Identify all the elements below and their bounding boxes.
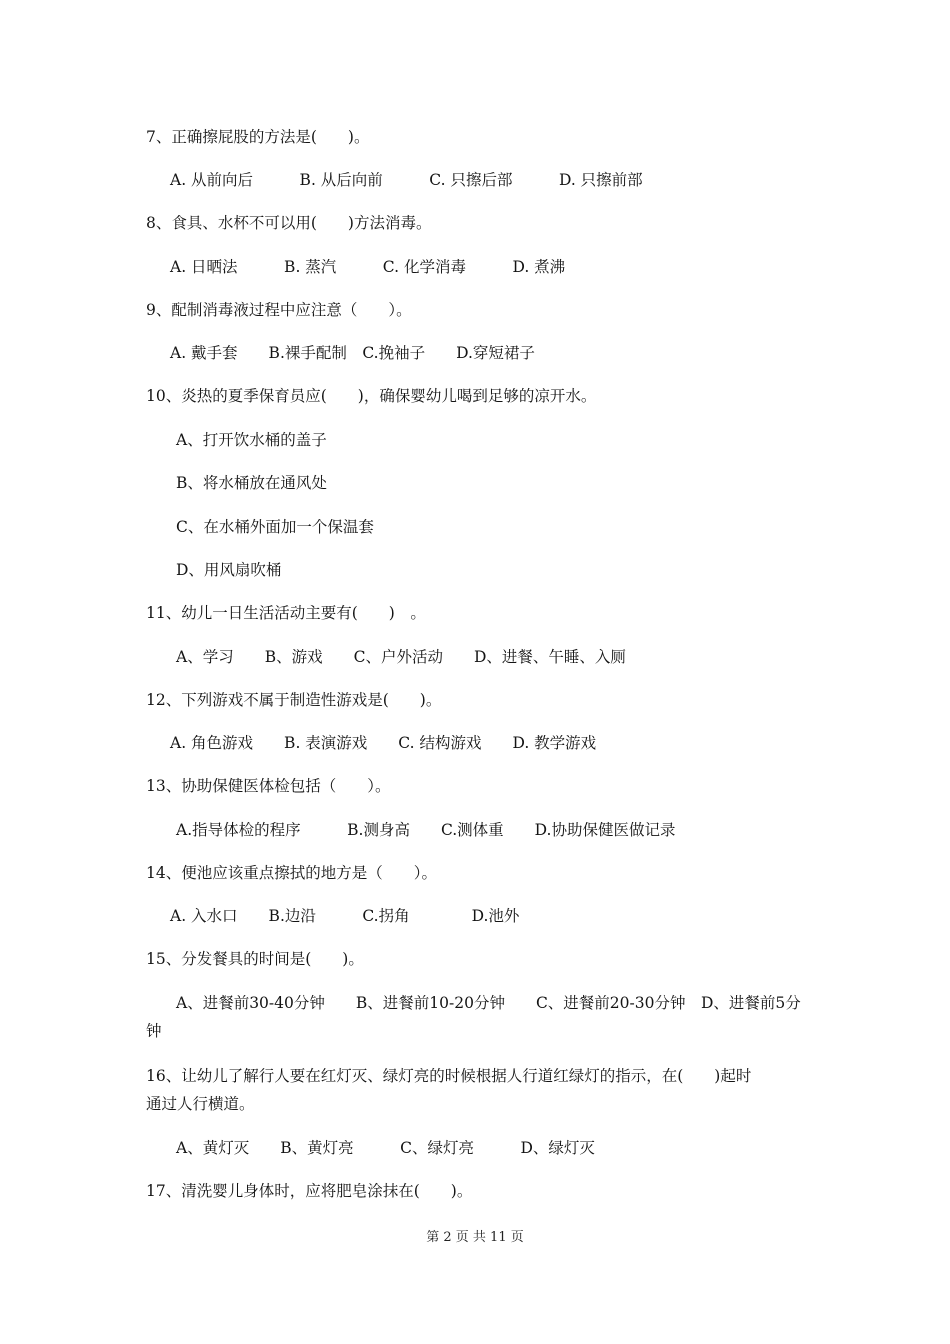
question-8-options: A. 日晒法 B. 蒸汽 C. 化学消毒 D. 煮沸 bbox=[170, 258, 566, 276]
question-16: 16、让幼儿了解行人要在红灯灭、绿灯亮的时候根据人行道红绿灯的指示，在( )起时 bbox=[146, 1067, 752, 1085]
question-10-option-a: A、打开饮水桶的盖子 bbox=[176, 431, 327, 449]
question-9-options: A. 戴手套 B.裸手配制 C.挽袖子 D.穿短裙子 bbox=[170, 344, 535, 362]
question-12-options: A. 角色游戏 B. 表演游戏 C. 结构游戏 D. 教学游戏 bbox=[170, 734, 597, 752]
question-11-options: A、学习 B、游戏 C、户外活动 D、进餐、午睡、入厕 bbox=[176, 648, 626, 666]
question-11: 11、幼儿一日生活活动主要有( ) 。 bbox=[146, 604, 426, 622]
question-10: 10、炎热的夏季保育员应( )，确保婴幼儿喝到足够的凉开水。 bbox=[146, 387, 597, 405]
question-10-option-c: C、在水桶外面加一个保温套 bbox=[176, 518, 374, 536]
question-14-options: A. 入水口 B.边沿 C.拐角 D.池外 bbox=[170, 907, 520, 925]
question-8: 8、食具、水杯不可以用( )方法消毒。 bbox=[146, 214, 432, 232]
question-10-option-d: D、用风扇吹桶 bbox=[176, 561, 282, 579]
question-16-options: A、黄灯灭 B、黄灯亮 C、绿灯亮 D、绿灯灭 bbox=[176, 1139, 595, 1157]
question-13-options: A.指导体检的程序 B.测身高 C.测体重 D.协助保健医做记录 bbox=[176, 821, 676, 839]
question-7-options: A. 从前向后 B. 从后向前 C. 只擦后部 D. 只擦前部 bbox=[170, 171, 643, 189]
question-10-option-b: B、将水桶放在通风处 bbox=[176, 474, 327, 492]
question-15: 15、分发餐具的时间是( )。 bbox=[146, 950, 364, 968]
question-16-wrap: 通过人行横道。 bbox=[146, 1095, 255, 1113]
question-15-options: A、进餐前30-40分钟 B、进餐前10-20分钟 C、进餐前20-30分钟 D、进餐前5分 bbox=[176, 994, 801, 1012]
question-12: 12、下列游戏不属于制造性游戏是( )。 bbox=[146, 691, 442, 709]
page-footer: 第 2 页 共 11 页 bbox=[426, 1230, 524, 1245]
question-15-options-wrap: 钟 bbox=[146, 1022, 162, 1040]
question-17: 17、清洗婴儿身体时，应将肥皂涂抹在( )。 bbox=[146, 1182, 473, 1200]
question-9: 9、配制消毒液过程中应注意（ ）。 bbox=[146, 301, 412, 319]
question-13: 13、协助保健医体检包括（ ）。 bbox=[146, 777, 391, 795]
question-14: 14、便池应该重点擦拭的地方是（ ）。 bbox=[146, 864, 437, 882]
question-7: 7、正确擦屁股的方法是( )。 bbox=[146, 128, 370, 146]
